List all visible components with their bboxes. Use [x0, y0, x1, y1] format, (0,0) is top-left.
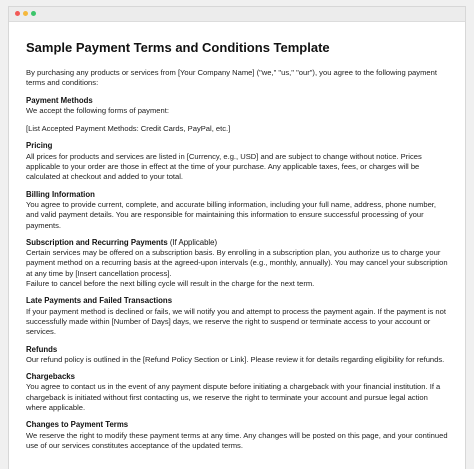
section-heading: Payment Methods: [26, 95, 93, 105]
section-text: We reserve the right to modify these payment terms at any time. Any changes will be posted on this page, and your continued use of our services constitutes acceptance of the updated terms.: [26, 430, 448, 450]
section-text: You agree to contact us in the event of any payment dispute before initiating a chargeback with your financial institution. If a chargeback is initiated without first contacting us, we reserve the right to terminate your account and pursue legal action where applicable.: [26, 382, 441, 413]
section-heading: Late Payments and Failed Transactions: [26, 296, 173, 306]
section-changes-to-terms: [26, 420, 450, 451]
section-text: Certain services may be offered on a subscription basis. By enrolling in a subscription plan, you authorize us to charge your payment method on a recurring basis at the agreed-upon intervals (e.g., monthly, annually). You may cancel your subscription at any time by [Insert cancellation process].: [26, 248, 448, 278]
section-pricing: [26, 141, 450, 182]
section-heading-main: Subscription and Recurring Payments: [26, 237, 168, 247]
section-subscription: [26, 238, 450, 289]
payment-methods-list-placeholder: [List Accepted Payment Methods: Credit Cards, PayPal, etc.]: [26, 124, 231, 134]
section-heading: Billing Information: [26, 189, 95, 199]
section-heading: Chargebacks: [26, 372, 75, 382]
document-body: [9, 22, 450, 451]
section-heading: Changes to Payment Terms: [26, 420, 129, 430]
maximize-window-icon[interactable]: [31, 11, 36, 16]
section-text: If your payment method is declined or fails, we will notify you and attempt to process the payment again. If the payment is not successfully made within [Number of Days] days, we reserve the right to suspend or terminate access to your account or services.: [26, 306, 446, 337]
intro-paragraph: By purchasing any products or services from [Your Company Name] ("we," "us," "our"), you agree to the following payment terms and conditions:: [26, 68, 437, 88]
section-heading: [26, 238, 450, 248]
document-window: [8, 6, 466, 469]
section-heading-suffix: (If Applicable): [167, 237, 218, 247]
section-text: We accept the following forms of payment:: [26, 105, 169, 115]
section-heading: Refunds: [26, 344, 58, 354]
minimize-window-icon[interactable]: [23, 11, 28, 16]
section-late-payments: [26, 296, 450, 337]
section-text-cancellation: Failure to cancel before the next billing cycle will result in the charge for the next term.: [26, 279, 315, 289]
section-refunds: [26, 345, 450, 366]
section-text: All prices for products and services are listed in [Currency, e.g., USD] and are subject to change without notice. Prices applicable to your order are those in effect at the time of your purchase. Any applicable taxes, fees, or charges will be calculated at checkout and added to your total.: [26, 151, 422, 182]
section-payment-methods: [26, 96, 450, 135]
close-window-icon[interactable]: [15, 11, 20, 16]
window-titlebar: [9, 7, 465, 22]
section-text: Our refund policy is outlined in the [Refund Policy Section or Link]. Please review it for details regarding eligibility for refunds.: [26, 354, 445, 364]
section-heading: Pricing: [26, 141, 53, 151]
document-title: Sample Payment Terms and Conditions Template: [26, 40, 330, 55]
section-text: You agree to provide current, complete, and accurate billing information, including your full name, address, phone number, and valid payment details. You are responsible for maintaining this information to ensure successful processing of your payments.: [26, 199, 437, 230]
section-billing-information: [26, 190, 450, 231]
section-chargebacks: [26, 372, 450, 413]
